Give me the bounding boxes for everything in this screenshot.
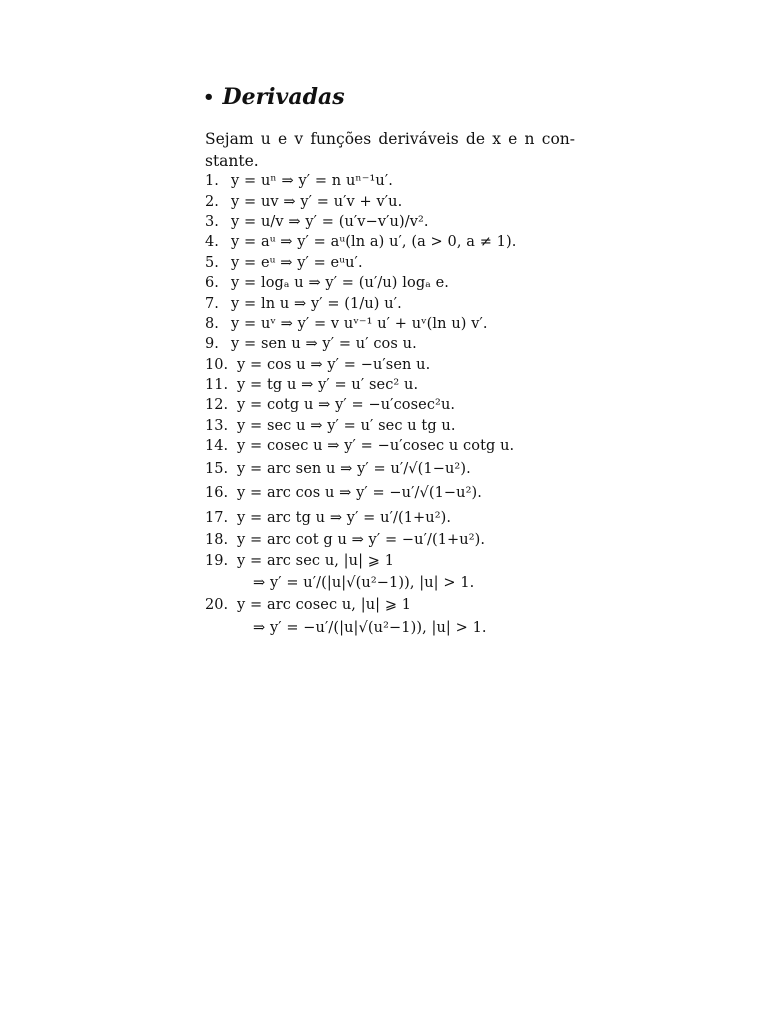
item-number: 19. [205,552,229,569]
formula-item-3 [205,212,585,232]
formula-text: y = uⁿ ⇒ y′ = n uⁿ⁻¹u′. [231,173,393,190]
formula-item-20 [205,595,585,615]
formula-item-4 [205,232,585,252]
formula-text: y = sec u ⇒ y′ = u′ sec u tg u. [237,417,456,434]
item-number: 9. [205,336,219,353]
formula-text: ⇒ y′ = u′/(|u|√(u²−1)), |u| > 1. [253,575,475,591]
formula-text: y = cosec u ⇒ y′ = −u′cosec u cotg u. [237,438,515,455]
formula-item-1 [205,171,585,191]
formula-item-10 [205,355,585,375]
item-number: 1. [205,173,219,190]
item-number: 3. [205,213,219,230]
formula-item-13 [205,416,585,436]
formula-item-15 [205,456,585,481]
formula-text: y = arc sec u, |u| ⩾ 1 [237,552,395,569]
formula-text: y = arc cos u ⇒ y′ = −u′/√(1−u²). [237,485,482,502]
item-number: 11. [205,377,229,394]
formula-text: y = u/v ⇒ y′ = (u′v−v′u)/v². [231,213,429,230]
formula-text: y = uᵛ ⇒ y′ = v uᵛ⁻¹ u′ + uᵛ(ln u) v′. [231,315,488,332]
formula-text: y = arc cosec u, |u| ⩾ 1 [237,597,412,614]
formula-item-8 [205,314,585,334]
formula-item-14 [205,436,585,456]
formula-text: y = logₐ u ⇒ y′ = (u′/u) logₐ e. [231,275,449,292]
formula-item-11 [205,375,585,395]
item-number: 5. [205,254,219,271]
item-number: 18. [205,532,229,549]
formula-text: y = arc cot g u ⇒ y′ = −u′/(1+u²). [237,532,486,549]
formula-item-5 [205,253,585,273]
formula-text: y = tg u ⇒ y′ = u′ sec² u. [237,377,419,394]
formula-text: y = sen u ⇒ y′ = u′ cos u. [231,336,417,353]
item-number: 4. [205,234,219,251]
item-number: 12. [205,397,229,414]
formula-text: y = cotg u ⇒ y′ = −u′cosec²u. [237,397,456,414]
formula-item-18 [205,530,585,550]
item-number: 20. [205,597,229,614]
item-number: 10. [205,356,229,373]
formula-item-12 [205,395,585,415]
item-number: 2. [205,193,219,210]
item-number: 6. [205,275,219,292]
intro-line-1: Sejam u e v funções deriváveis de x e n con- [205,130,575,148]
bullet-icon: • [203,86,215,108]
formula-item-19-continuation [205,571,585,596]
item-number: 14. [205,438,229,455]
formula-item-19 [205,550,585,570]
formula-item-16 [205,481,585,506]
item-number: 17. [205,509,229,526]
item-number: 15. [205,460,229,477]
formula-item-6 [205,273,585,293]
derivative-formula-list [205,171,585,640]
intro-line-2: stante. [205,152,259,170]
formula-text: y = uv ⇒ y′ = u′v + v′u. [231,193,403,210]
formula-text: y = ln u ⇒ y′ = (1/u) u′. [231,295,402,312]
formula-text: y = arc tg u ⇒ y′ = u′/(1+u²). [237,509,452,526]
formula-item-9 [205,334,585,354]
formula-item-2 [205,191,585,211]
formula-text: y = arc sen u ⇒ y′ = u′/√(1−u²). [237,460,471,477]
formula-text: y = eᵘ ⇒ y′ = eᵘu′. [231,254,363,271]
intro-paragraph [205,128,575,172]
formula-item-20-continuation [205,616,585,641]
formula-item-17 [205,505,585,530]
section-heading [203,84,345,110]
formula-text: y = aᵘ ⇒ y′ = aᵘ(ln a) u′, (a > 0, a ≠ 1). [231,234,517,251]
item-number: 13. [205,417,229,434]
section-title: Derivadas [222,84,345,110]
formula-item-7 [205,293,585,313]
formula-text: ⇒ y′ = −u′/(|u|√(u²−1)), |u| > 1. [253,619,487,636]
formula-text: y = cos u ⇒ y′ = −u′sen u. [237,356,431,373]
item-number: 16. [205,485,229,502]
item-number: 8. [205,315,219,332]
item-number: 7. [205,295,219,312]
